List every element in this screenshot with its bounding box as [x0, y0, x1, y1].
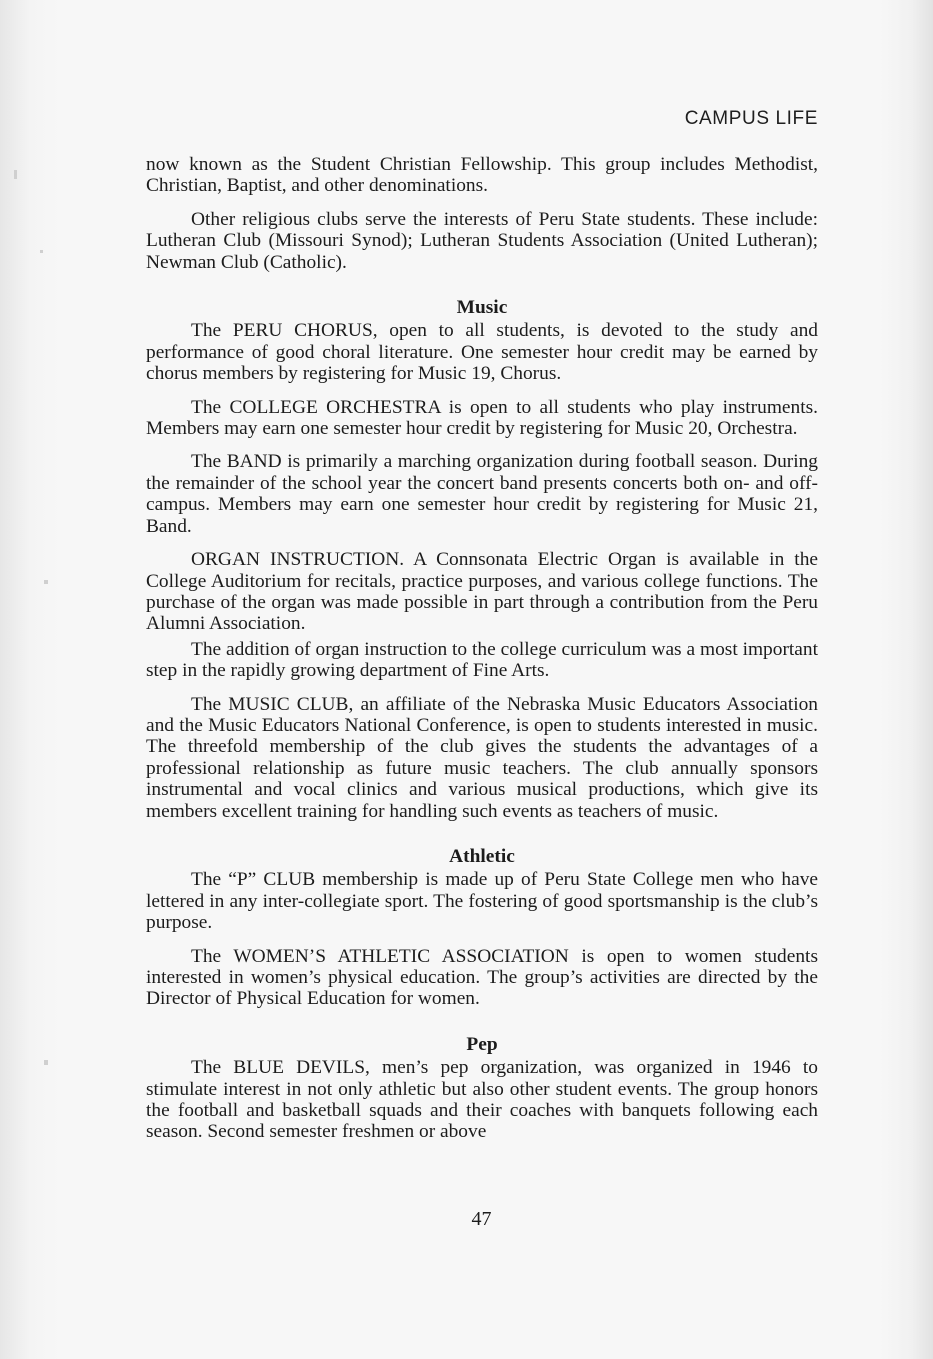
section-heading-music: Music — [456, 297, 508, 319]
paragraph: now known as the Student Christian Fellowship. This group includes Methodist, Christian, Baptist, and other denominations. — [146, 154, 818, 197]
scan-edge-mark — [14, 170, 17, 179]
paragraph: The PERU CHORUS, open to all students, is devoted to the study and performance of good choral literature. One semester hour credit may be earned by chorus members by registering for Music 19, Chorus. — [146, 320, 818, 385]
paragraph: The BLUE DEVILS, men’s pep organization, was organized in 1946 to stimulate interest in not only athletic but also other student events. The group honors the football and basketball squads and their coaches with banquets following each season. Second semester freshmen or above — [146, 1057, 818, 1143]
paragraph: The MUSIC CLUB, an affiliate of the Nebraska Music Educators Association and the Music Educators National Conference, is open to students interested in music. The threefold membership of the club gives the students the advantages of a professional relationship as future music teachers. The club annually sponsors instrumental and vocal clinics and various musical productions, which give its members excellent training for handling such events as teachers of music. — [146, 693, 818, 822]
page-body — [146, 154, 818, 1155]
section-heading-athletic: Athletic — [449, 845, 515, 867]
paragraph: The “P” CLUB membership is made up of Peru State College men who have lettered in any inter-collegiate sport. The fostering of good sportsmanship is the club’s purpose. — [146, 869, 818, 934]
scan-edge-mark — [44, 1060, 48, 1065]
paragraph: ORGAN INSTRUCTION. A Connsonata Electric Organ is available in the College Auditorium for recitals, practice purposes, and various college functions. The purchase of the organ was made possible in part through a contribution from the Peru Alumni Association. — [146, 549, 818, 635]
scan-edge-mark — [40, 250, 43, 253]
paragraph: The addition of organ instruction to the college curriculum was a most important step in the rapidly growing department of Fine Arts. — [146, 638, 818, 682]
paragraph: The COLLEGE ORCHESTRA is open to all students who play instruments. Members may earn one semester hour credit by registering for Music 20, Orchestra. — [146, 396, 818, 440]
section-heading-pep: Pep — [466, 1033, 498, 1055]
scan-edge-mark — [44, 580, 48, 584]
paragraph: Other religious clubs serve the interests of Peru State students. These include: Lutheran Club (Missouri Synod); Lutheran Students Association (United Lutheran); Newman Club (Catholic). — [146, 208, 818, 273]
paragraph: The BAND is primarily a marching organization during football season. During the remainder of the school year the concert band presents concerts both on- and off-campus. Members may earn one semester hour credit by registering for Music 21, Band. — [146, 451, 818, 537]
running-head: CAMPUS LIFE — [684, 108, 818, 129]
page-number: 47 — [471, 1208, 492, 1230]
paragraph: The WOMEN’S ATHLETIC ASSOCIATION is open to women students interested in women’s physical education. The group’s activities are directed by the Director of Physical Education for women. — [146, 945, 818, 1010]
